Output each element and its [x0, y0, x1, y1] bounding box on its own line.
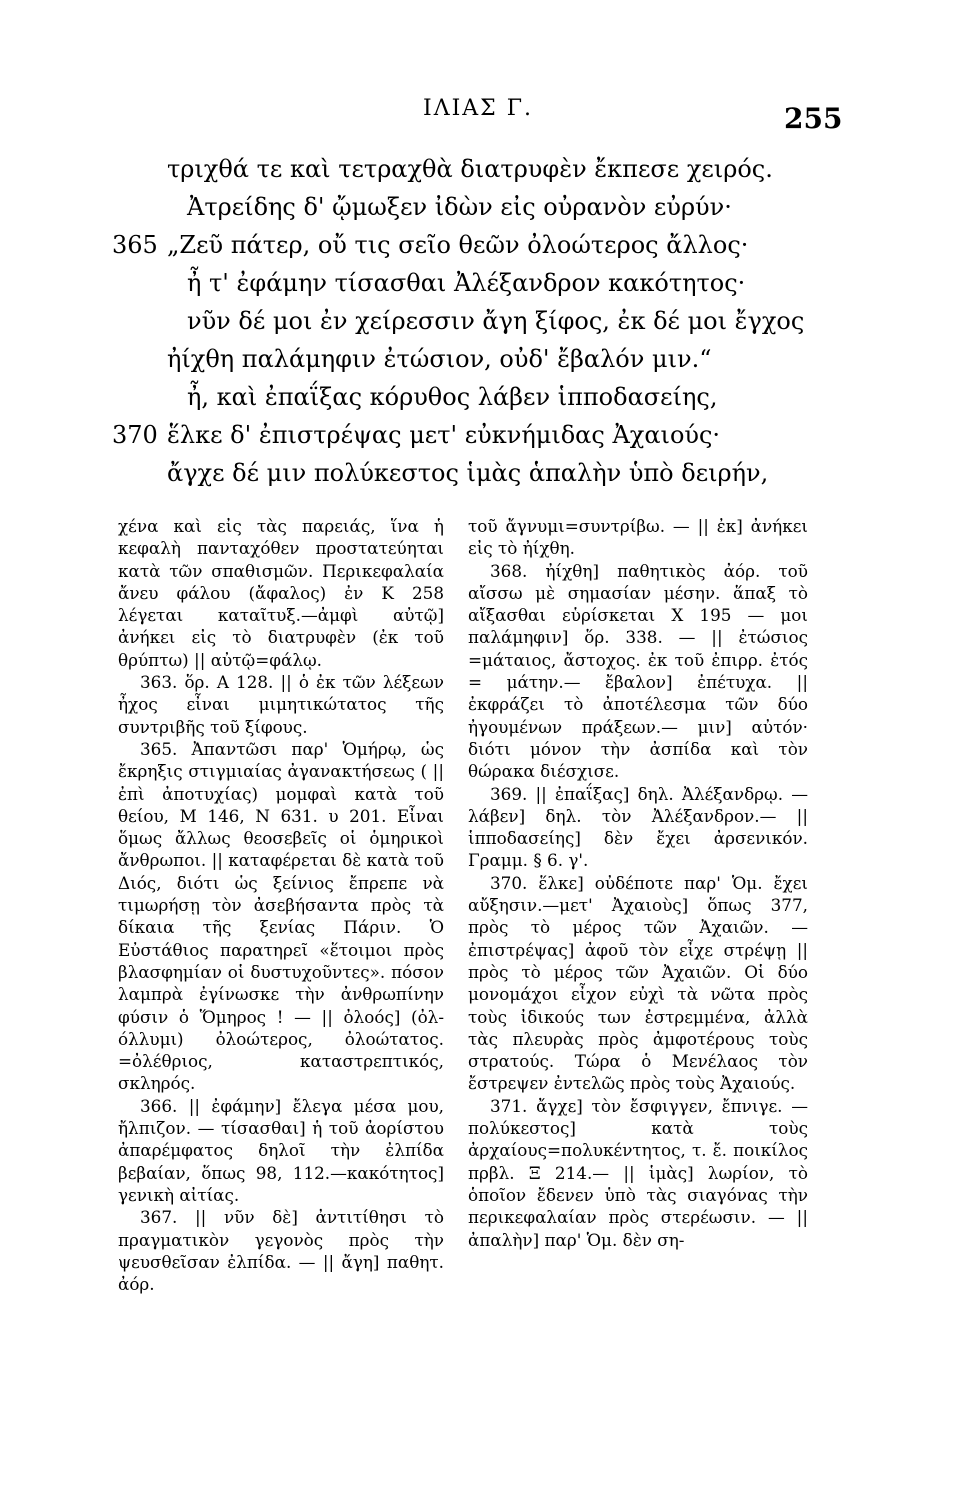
- verse-text: ἦ τ' ἐφάμην τίσασθαι Ἀλέξανδρον κακότητος·: [187, 269, 746, 297]
- verse-block: [112, 150, 832, 492]
- commentary-paragraph: 366. || ἐφάμην] ἔλεγα μέσα μου, ἤλπιζον. — τίσασθαι] ἡ τοῦ ἀορίστου ἀπαρέμφατος δηλοῖ τὴν ἐλπίδα βεβαίαν, ὅπως 98, 112.—κακότητος] γενικὴ αἰτίας.: [118, 1095, 444, 1205]
- verse-text: „Ζεῦ πάτερ, οὔ τις σεῖο θεῶν ὀλοώτερος ἄλλος·: [167, 231, 749, 259]
- commentary-paragraph: 369. || ἐπαΐξας] δηλ. Ἀλέξανδρῳ. —λάβεν] δηλ. τὸν Ἀλέξανδρον.— || ἱπποδασείης] δὲν ἔχει ἀρσενικόν. Γραμμ. § 6. γ'.: [468, 783, 808, 871]
- verse-text: ἕλκε δ' ἐπιστρέψας μετ' εὐκνήμιδας Ἀχαιούς·: [167, 421, 721, 449]
- verse-line: [112, 150, 832, 188]
- commentary-right-column: [468, 515, 808, 1251]
- verse-text: νῦν δέ μοι ἐν χείρεσσιν ἄγη ξίφος, ἐκ δέ μοι ἔγχος: [187, 307, 805, 335]
- page-number: 255: [784, 102, 843, 135]
- verse-line: [112, 454, 832, 492]
- verse-text: ἄγχε δέ μιν πολύκεστος ἱμὰς ἁπαλὴν ὑπὸ δειρήν,: [167, 459, 769, 487]
- verse-line: [112, 340, 832, 378]
- commentary-paragraph: χένα καὶ εἰς τὰς παρειάς, ἵνα ἡ κεφαλὴ πανταχόθεν προστατεύηται κατὰ τῶν σπαθισμῶν. Περικεφαλαία ἄνευ φάλου (ἄφαλος) ἐν Κ 258 λέγεται καταῖτυξ.—ἀμφὶ αὐτῷ] ἀνήκει εἰς τὸ διατρυφὲν (ἐκ τοῦ θρύπτω) || αὐτῷ=φάλῳ.: [118, 516, 444, 670]
- commentary-paragraph: 370. ἕλκε] οὐδέποτε παρ' Ὁμ. ἔχει αὔξησιν.—μετ' Ἀχαιοὺς] ὅπως 377, πρὸς τὸ μέρος τῶν Ἀχαιῶν. —ἐπιστρέψας] ἀφοῦ τὸν εἶχε στρέψῃ || πρὸς τὸ μέρος τῶν Ἀχαιῶν. Οἱ δύο μονομάχοι εἶχον εὐχὶ τὰ νῶτα πρὸς τοὺς ἰδικούς των ἐστρεμμένα, ἀλλὰ τὰς πλευρὰς πρὸς ἀμφοτέρους τοὺς στρατούς. Τώρα ὁ Μενέλαος τὸν ἔστρεψεν ἐντελῶς πρὸς τοὺς Ἀχαιούς.: [468, 872, 808, 1094]
- verse-number: 370: [112, 421, 158, 449]
- running-title: ΙΛΙΑΣ Γ.: [423, 96, 533, 121]
- verse-line: [112, 226, 832, 264]
- verse-text: ἠίχθη παλάμηφιν ἐτώσιον, οὐδ' ἔβαλόν μιν.“: [167, 345, 712, 373]
- verse-number: 365: [112, 231, 158, 259]
- commentary-paragraph: 367. || νῦν δὲ] ἀντιτίθησι τὸ πραγματικὸν γεγονὸς πρὸς τὴν ψευσθεῖσαν ἐλπίδα. — || ἄγη] παθητ. ἀόρ.: [118, 1207, 444, 1295]
- commentary-paragraph: 363. ὅρ. Α 128. || ὁ ἐκ τῶν λέξεων ἦχος εἶναι μιμητικώτατος τῆς συντριβῆς τοῦ ξίφους.: [118, 672, 444, 737]
- commentary-paragraph: 365. Ἀπαντῶσι παρ' Ὁμήρῳ, ὡς ἔκρηξις στιγμιαίας ἀγανακτήσεως ( || ἐπὶ ἀποτυχίας) μομφαὶ κατὰ τοῦ θείου, Μ 146, Ν 631. υ 201. Εἶναι ὅμως ἄλλως θεοσεβεῖς οἱ ὁμηρικοὶ ἄνθρωποι. || καταφέρεται δὲ κατὰ τοῦ Διός, διότι ὡς ξείνιος ἔπρεπε νὰ τιμωρήσῃ τὸν ἀσεβήσαντα πρὸς τὰ δίκαια τῆς ξενίας Πάριν. Ὁ Εὐστάθιος παρατηρεῖ «ἕτοιμοι πρὸς βλασφημίαν οἱ δυστυχοῦντες». πόσον λαμπρὰ ἐγίνωσκε τὴν ἀνθρωπίνην φύσιν ὁ Ὅμηρος ! — || ὀλοός] (ὀλ-όλλυμι) ὀλοώτερος, ὀλοώτατος. =ὀλέθριος, καταστρεπτικός, σκληρός.: [118, 738, 444, 1094]
- verse-line: [112, 302, 832, 340]
- commentary-paragraph: 368. ἠίχθη] παθητικὸς ἀόρ. τοῦ αἴσσω μὲ σημασίαν μέσην. ἅπαξ τὸ αἴξασθαι εὑρίσκεται Χ 195 — μοι παλάμηφιν] ὅρ. 338. — || ἐτώσιος =μάταιος, ἄστοχος. ἐκ τοῦ ἐπιρρ. ἐτός = μάτην.— ἔβαλον] ἐπέτυχα. || ἐκφράζει τὸ ἀποτέλεσμα τῶν δύο ἠγουμένων πράξεων.— μιν] αὐτόν· διότι μόνον τὴν ἀσπίδα καὶ τὸν θώρακα διέσχισε.: [468, 560, 808, 782]
- commentary-left-column: [118, 515, 444, 1295]
- verse-text: ἦ, καὶ ἐπαΐξας κόρυθος λάβεν ἱπποδασείης,: [187, 383, 718, 411]
- commentary-paragraph: τοῦ ἄγνυμι=συντρίβω. — || ἐκ] ἀνήκει εἰς τὸ ἠίχθη.: [468, 516, 808, 559]
- verse-text: τριχθά τε καὶ τετραχθὰ διατρυφὲν ἔκπεσε χειρός.: [167, 155, 773, 183]
- verse-text: Ἀτρείδης δ' ᾤμωξεν ἰδὼν εἰς οὐρανὸν εὐρύν·: [187, 193, 732, 221]
- commentary-paragraph: 371. ἄγχε] τὸν ἔσφιγγεν, ἔπνιγε. — πολύκεστος] κατὰ τοὺς ἀρχαίους=πολυκέντητος, τ. ἔ. ποικίλος πρβλ. Ξ 214.— || ἱμὰς] λωρίον, τὸ ὁποῖον ἔδενεν ὑπὸ τὰς σιαγόνας τὴν περικεφαλαίαν πρὸς στερέωσιν. — || ἀπαλὴν] παρ' Ὁμ. δὲν ση-: [468, 1095, 808, 1250]
- verse-line: [112, 264, 832, 302]
- verse-line: [112, 378, 832, 416]
- verse-line: [112, 416, 832, 454]
- verse-line: [112, 188, 832, 226]
